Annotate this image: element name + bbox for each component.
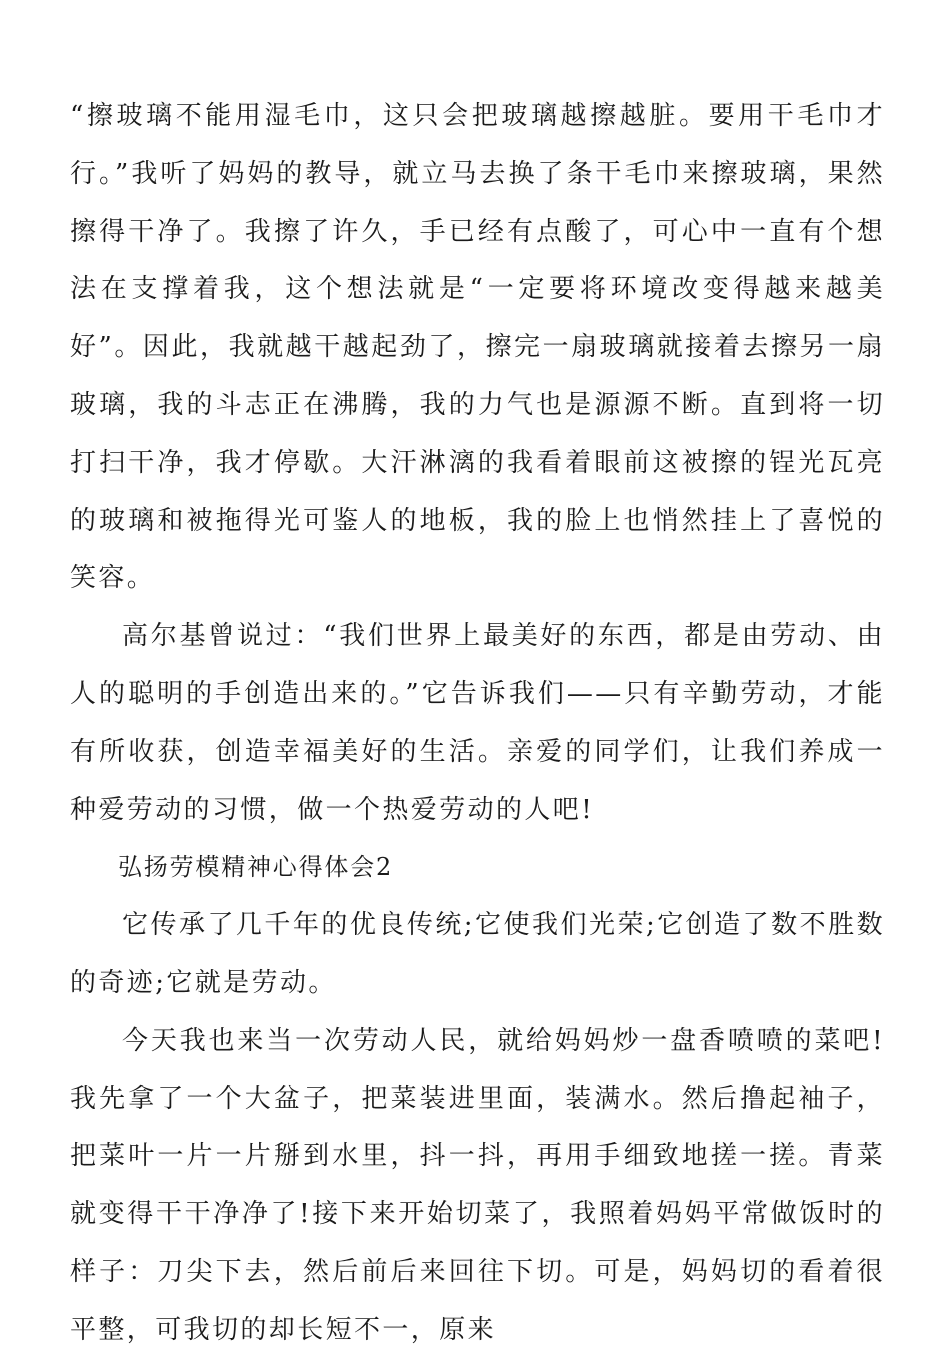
- document-body: [70, 88, 885, 1360]
- paragraph-cooking: 今天我也来当一次劳动人民，就给妈妈炒一盘香喷喷的菜吧!我先拿了一个大盆子，把菜装进里面，装满水。然后撸起袖子，把菜叶一片一片掰到水里，抖一抖，再用手细致地搓一搓。青菜就变得干干净净了!接下来开始切菜了，我照着妈妈平常做饭时的样子：刀尖下去，然后前后来回往下切。可是，妈妈切的看着很平整，可我切的却长短不一，原来: [70, 1025, 885, 1345]
- section-heading: 弘扬劳模精神心得体会2: [118, 853, 394, 882]
- paragraph-window-cleaning: “擦玻璃不能用湿毛巾，这只会把玻璃越擦越脏。要用干毛巾才行。”我听了妈妈的教导，就立马去换了条干毛巾来擦玻璃，果然擦得干净了。我擦了许久，手已经有点酸了，可心中一直有个想法在支撑着我，这个想法就是“一定要将环境改变得越来越美好”。因此，我就越干越起劲了，擦完一扇玻璃就接着去擦另一扇玻璃，我的斗志正在沸腾，我的力气也是源源不断。直到将一切打扫干净，我才停歇。大汗淋漓的我看着眼前这被擦的锃光瓦亮的玻璃和被拖得光可鉴人的地板，我的脸上也悄然挂上了喜悦的笑容。: [70, 101, 885, 594]
- paragraph-gorky-quote: 高尔基曾说过：“我们世界上最美好的东西，都是由劳动、由人的聪明的手创造出来的。”它告诉我们——只有辛勤劳动，才能有所收获，创造幸福美好的生活。亲爱的同学们，让我们养成一种爱劳动的习惯，做一个热爱劳动的人吧!: [70, 621, 885, 825]
- paragraph-labor-tradition: 它传承了几千年的优良传统;它使我们光荣;它创造了数不胜数的奇迹;它就是劳动。: [70, 910, 885, 998]
